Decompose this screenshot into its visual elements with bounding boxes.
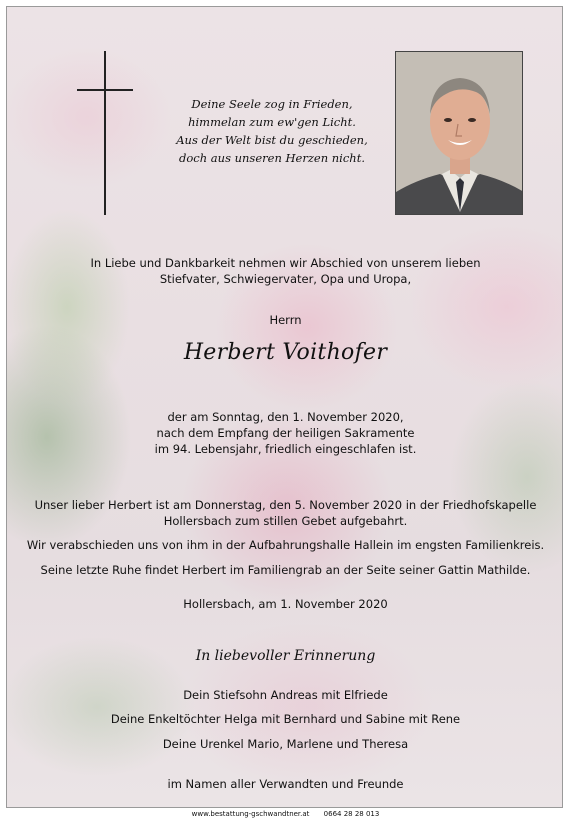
relatives-line: im Namen aller Verwandten und Freunde — [167, 777, 404, 791]
poem-line: Deine Seele zog in Frieden, — [191, 97, 353, 111]
portrait-illustration — [396, 52, 523, 215]
parte-card — [6, 6, 563, 808]
family-line: Deine Urenkel Mario, Marlene und Theresa — [162, 737, 409, 751]
cross-icon — [77, 51, 133, 215]
viewing-paragraph — [7, 497, 563, 529]
place-date: Hollersbach, am 1. November 2020 — [183, 597, 388, 611]
family-line: Dein Stiefsohn Andreas mit Elfriede — [183, 688, 388, 702]
footer — [0, 809, 571, 819]
intro-text — [7, 255, 563, 287]
viewing-line: Hollersbach zum stillen Gebet aufgebahrt. — [163, 514, 408, 528]
portrait-photo — [395, 51, 523, 215]
footer-phone: 0664 28 28 013 — [323, 810, 380, 818]
intro-line: In Liebe und Dankbarkeit nehmen wir Abschied von unserem lieben — [90, 256, 481, 270]
poem — [157, 95, 387, 167]
footer-website[interactable]: www.bestattung-gschwandtner.at — [191, 810, 310, 818]
salutation: Herrn — [269, 313, 302, 327]
burial-line: Seine letzte Ruhe findet Herbert im Familiengrab an der Seite seiner Gattin Mathilde. — [40, 563, 531, 577]
poem-line: Aus der Welt bist du geschieden, — [176, 133, 368, 147]
death-line: nach dem Empfang der heiligen Sakramente — [156, 426, 415, 440]
memory-heading: In liebevoller Erinnerung — [195, 648, 376, 664]
family-line: Deine Enkeltöchter Helga mit Bernhard und Sabine mit Rene — [110, 712, 461, 726]
poem-line: doch aus unseren Herzen nicht. — [179, 151, 365, 165]
farewell-paragraph — [7, 537, 563, 553]
death-notice — [7, 409, 563, 457]
intro-line: Stiefvater, Schwiegervater, Opa und Uropa, — [159, 272, 412, 286]
death-line: im 94. Lebensjahr, friedlich eingeschlafen ist. — [154, 442, 417, 456]
poem-line: himmelan zum ew'gen Licht. — [188, 115, 356, 129]
deceased-name: Herbert Voithofer — [183, 340, 388, 365]
viewing-line: Unser lieber Herbert ist am Donnerstag, den 5. November 2020 in der Friedhofskapelle — [34, 498, 537, 512]
burial-paragraph — [7, 562, 563, 578]
death-line: der am Sonntag, den 1. November 2020, — [167, 410, 404, 424]
farewell-line: Wir verabschieden uns von ihm in der Aufbahrungshalle Hallein im engsten Familienkreis. — [26, 538, 545, 552]
